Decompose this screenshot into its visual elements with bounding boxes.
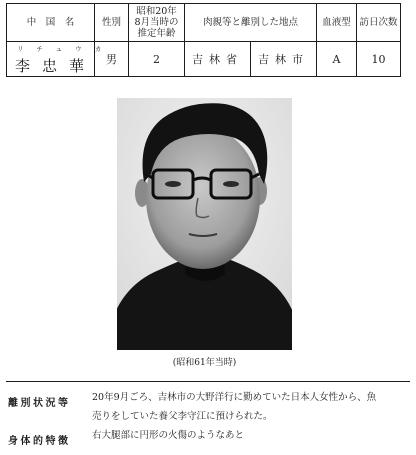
separation-line-2: 売りをしていた養父李守江に預けられた。 (92, 411, 273, 422)
name-ruby (17, 44, 114, 53)
portrait-photo (117, 98, 292, 350)
photo-caption: (昭和61年当時) (172, 358, 237, 368)
table-header-row (7, 4, 401, 42)
header-age-line-2: 8月当時の (134, 17, 179, 28)
physical-text: 右大腿部に円形の火傷のようなあと (92, 430, 245, 441)
cell-city: 吉林市 (251, 42, 317, 77)
separation-line-1: 20年9月ごろ、吉林市の大野洋行に勤めていた日本人女性から、魚 (92, 392, 377, 403)
table-row (7, 42, 401, 77)
header-separation-place: 肉親等と離別した地点 (185, 4, 317, 42)
name-ruby-3: カ (94, 45, 115, 53)
cell-gender: 男 (95, 42, 129, 77)
cell-blood-type: A (317, 42, 357, 77)
header-age-line-1: 昭和20年 (136, 6, 177, 17)
cell-province: 吉林省 (185, 42, 251, 77)
separation-label: 離別状況等 (8, 398, 71, 409)
header-blood-type: 血液型 (317, 4, 357, 42)
header-estimated-age (129, 4, 185, 42)
name-ruby-1: リ (17, 45, 37, 53)
header-gender: 性別 (95, 4, 129, 42)
portrait-illustration (117, 98, 292, 350)
name-ruby-2: チュウ (36, 45, 95, 53)
cell-chinese-name (7, 42, 115, 77)
header-visit-group: 訪日次数 (357, 4, 401, 42)
person-info-table (6, 3, 401, 77)
header-chinese-name: 中 国 名 (7, 4, 95, 42)
cell-estimated-age: 2 (129, 42, 185, 77)
header-age-line-3: 推定年齢 (137, 28, 176, 39)
name-text: 李忠華 (15, 57, 97, 75)
physical-label: 身体的特徴 (8, 436, 71, 447)
section-divider (6, 381, 410, 382)
cell-visit-group: 10 (357, 42, 401, 77)
separation-text (92, 388, 376, 426)
